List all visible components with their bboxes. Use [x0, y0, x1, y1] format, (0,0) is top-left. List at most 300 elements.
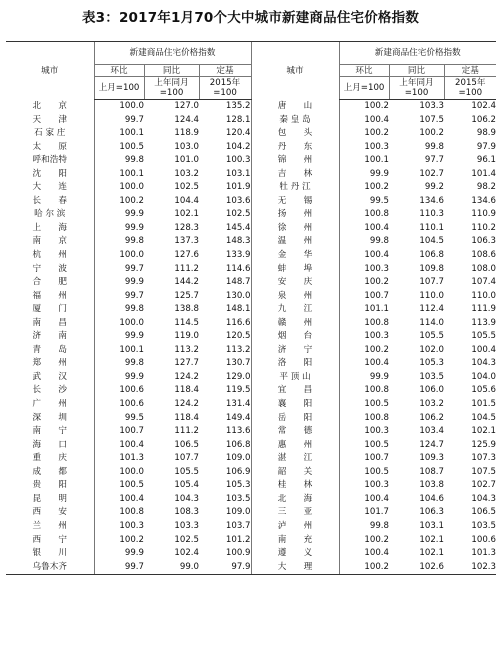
mom-value-left: 99.9	[94, 276, 144, 290]
city-name-right: 锦 州	[277, 155, 313, 166]
fixed-value-left: 109.0	[199, 506, 251, 520]
table-row	[6, 398, 496, 412]
fixed-value-right: 102.7	[471, 480, 497, 491]
table-title: 表3：2017年1月70个大中城市新建商品住宅价格指数	[81, 10, 420, 26]
yoy-value-left: 111.2	[174, 263, 199, 274]
fixed-value-left: 97.9	[199, 561, 251, 575]
fixed-value-left: 113.6	[199, 425, 251, 439]
yoy-value-left: 111.2	[174, 426, 199, 437]
mom-value-left: 100.0	[94, 100, 144, 114]
fixed-value-left: 105.3	[199, 479, 251, 493]
yoy-value-right: 99.8	[424, 141, 444, 152]
yoy-value-right: 97.7	[424, 155, 444, 166]
fixed-value-left: 100.9	[199, 547, 251, 561]
yoy-value-left: 103.2	[174, 168, 199, 179]
fixed-value-left: 133.9	[199, 249, 251, 263]
yoy-value-left: 124.4	[174, 114, 199, 125]
mom-header-right: 环比	[339, 65, 389, 77]
table-row	[6, 290, 496, 304]
fixed-value-left: 103.7	[199, 520, 251, 534]
table-row	[6, 561, 496, 575]
city-name-left: 西 安	[32, 507, 67, 518]
mom-base-left: 上月=100	[94, 77, 144, 100]
yoy-value-left: 107.7	[174, 453, 199, 464]
fixed-value-right: 97.9	[476, 141, 497, 152]
table-row	[6, 547, 496, 561]
city-header-right: 城市	[286, 65, 304, 76]
table-row	[6, 493, 496, 507]
fixed-value-left: 148.1	[199, 303, 251, 317]
mom-value-right: 100.8	[339, 412, 389, 426]
table-row	[6, 154, 496, 168]
fixed-value-right: 134.6	[471, 195, 497, 206]
yoy-header-left: 同比	[144, 65, 199, 77]
table-row	[6, 127, 496, 141]
mom-value-left: 100.2	[94, 195, 144, 209]
table-row	[6, 195, 496, 209]
mom-value-right: 100.4	[339, 547, 389, 561]
mom-value-right: 100.3	[339, 263, 389, 277]
yoy-value-left: 104.3	[174, 493, 199, 504]
mom-value-right: 100.5	[339, 466, 389, 480]
mom-value-left: 100.7	[94, 425, 144, 439]
city-name-right: 南 充	[277, 534, 313, 545]
fixed-value-left: 148.7	[199, 276, 251, 290]
city-name-right: 湛 江	[277, 453, 313, 464]
mom-value-right: 100.4	[339, 114, 389, 128]
city-name-right: 赣 州	[277, 317, 313, 328]
mom-value-left: 100.2	[94, 534, 144, 548]
fixed-value-right: 106.3	[471, 236, 497, 247]
city-name-right: 襄 阳	[277, 399, 313, 410]
yoy-value-right: 108.7	[419, 466, 444, 477]
yoy-value-left: 102.5	[174, 182, 199, 193]
yoy-value-left: 114.5	[174, 317, 199, 328]
mom-value-right: 100.2	[339, 276, 389, 290]
fixed-value-right: 105.5	[471, 331, 497, 342]
city-name-left: 厦 门	[32, 304, 67, 315]
fixed-value-right: 106.5	[471, 507, 497, 518]
mom-value-left: 99.7	[94, 114, 144, 128]
yoy-value-left: 127.0	[174, 101, 199, 111]
yoy-value-right: 106.0	[419, 385, 444, 396]
fixed-value-right: 96.1	[476, 155, 497, 166]
city-name-right: 丹 东	[277, 141, 313, 152]
mom-value-right: 100.4	[339, 249, 389, 263]
city-name-right: 桂 林	[277, 480, 313, 491]
fixed-value-right: 100.6	[471, 534, 497, 545]
city-name-right: 济 宁	[277, 344, 313, 355]
fixed-value-right: 105.6	[471, 385, 497, 396]
city-name-left: 乌鲁木齐	[6, 561, 94, 575]
mom-value-left: 99.8	[94, 154, 144, 168]
table-row	[6, 412, 496, 426]
mom-value-left: 100.0	[94, 181, 144, 195]
city-name-left: 长 春	[32, 195, 67, 206]
table-row	[6, 344, 496, 358]
fixed-value-left: 130.7	[199, 357, 251, 371]
fixed-value-left: 120.4	[199, 127, 251, 141]
city-name-right: 无 锡	[277, 195, 313, 206]
city-name-right: 唐 山	[277, 100, 313, 111]
fixed-value-right: 98.9	[476, 128, 497, 139]
yoy-value-left: 104.4	[174, 195, 199, 206]
yoy-value-right: 103.3	[419, 101, 444, 111]
yoy-value-right: 102.6	[389, 561, 444, 575]
city-name-left: 天 津	[32, 114, 67, 125]
table-row	[6, 114, 496, 128]
city-name-left: 武 汉	[32, 371, 67, 382]
yoy-base-right: 上年同月=100	[389, 77, 444, 100]
yoy-value-left: 118.9	[174, 128, 199, 139]
city-name-left: 西 宁	[32, 534, 67, 545]
yoy-value-right: 112.4	[419, 304, 444, 315]
table-row	[6, 357, 496, 371]
yoy-value-left: 124.2	[174, 371, 199, 382]
mom-value-right: 100.7	[339, 452, 389, 466]
fixed-value-right: 100.4	[471, 344, 497, 355]
yoy-value-left: 108.3	[174, 507, 199, 518]
yoy-value-left: 124.2	[174, 399, 199, 410]
fixed-value-left: 101.2	[199, 534, 251, 548]
mom-value-right: 100.3	[339, 425, 389, 439]
fixed-value-right: 101.5	[471, 399, 497, 410]
yoy-value-left: 138.8	[174, 304, 199, 315]
city-name-left: 北 京	[32, 100, 67, 111]
mom-value-right: 100.3	[339, 330, 389, 344]
fixed-value-left: 135.2	[199, 100, 251, 114]
city-name-left: 宁 波	[32, 263, 67, 274]
yoy-value-right: 105.5	[419, 331, 444, 342]
city-name-right: 牡 丹 江	[279, 182, 311, 193]
yoy-value-right: 134.6	[419, 195, 444, 206]
fixed-value-right: 107.4	[471, 277, 497, 288]
mom-value-left: 99.7	[94, 290, 144, 304]
yoy-value-right: 99.2	[424, 182, 444, 193]
city-name-right: 包 头	[277, 128, 313, 139]
mom-value-left: 100.4	[94, 493, 144, 507]
yoy-value-left: 103.0	[174, 141, 199, 152]
mom-value-right: 99.8	[339, 520, 389, 534]
yoy-value-right: 103.4	[419, 426, 444, 437]
mom-value-left: 99.9	[94, 547, 144, 561]
yoy-value-left: 102.1	[174, 209, 199, 220]
city-name-left: 石 家 庄	[34, 128, 66, 139]
yoy-value-right: 107.5	[419, 114, 444, 125]
mom-value-left: 99.9	[94, 222, 144, 236]
table-row	[6, 317, 496, 331]
mom-value-left: 100.1	[94, 127, 144, 141]
mom-value-left: 99.8	[94, 235, 144, 249]
table-row	[6, 168, 496, 182]
mom-value-right: 100.5	[339, 398, 389, 412]
mom-value-left: 99.8	[94, 303, 144, 317]
table-header	[6, 42, 496, 100]
fixed-value-right: 103.5	[471, 520, 497, 531]
fixed-value-left: 103.1	[199, 168, 251, 182]
fixed-value-right: 101.4	[471, 168, 497, 179]
table-row	[6, 371, 496, 385]
mom-value-right: 99.9	[339, 371, 389, 385]
yoy-value-right: 102.1	[419, 548, 444, 559]
fixed-value-right: 102.4	[471, 101, 497, 111]
fixed-value-left: 113.2	[199, 344, 251, 358]
city-name-left: 成 都	[32, 466, 67, 477]
city-name-left: 昆 明	[32, 493, 67, 504]
city-name-right: 烟 台	[277, 331, 313, 342]
city-name-right: 泉 州	[277, 290, 313, 301]
fixed-value-right: 102.3	[444, 561, 496, 575]
table-row	[6, 100, 496, 114]
yoy-value-right: 124.7	[419, 439, 444, 450]
city-name-right: 九 江	[277, 304, 313, 315]
mom-value-left: 100.5	[94, 479, 144, 493]
fixed-value-right: 113.9	[471, 317, 497, 328]
yoy-value-left: 105.5	[174, 466, 199, 477]
fixed-value-left: 119.5	[199, 384, 251, 398]
yoy-value-right: 102.0	[419, 344, 444, 355]
fixed-value-right: 107.3	[471, 453, 497, 464]
mom-value-left: 100.6	[94, 398, 144, 412]
mom-value-left: 100.8	[94, 506, 144, 520]
table-row	[6, 276, 496, 290]
city-name-left: 呼和浩特	[32, 155, 67, 166]
city-name-right: 北 海	[277, 493, 313, 504]
fixed-value-right: 125.9	[471, 439, 497, 450]
table-row	[6, 222, 496, 236]
city-name-left: 南 昌	[32, 317, 67, 328]
table-row	[6, 208, 496, 222]
city-name-right: 平 顶 山	[279, 371, 311, 382]
fixed-value-left: 100.3	[199, 154, 251, 168]
yoy-value-right: 110.1	[419, 222, 444, 233]
fixed-value-left: 120.5	[199, 330, 251, 344]
fixed-value-left: 106.9	[199, 466, 251, 480]
yoy-value-right: 103.8	[419, 480, 444, 491]
mom-value-right: 100.8	[339, 208, 389, 222]
yoy-value-right: 109.8	[419, 263, 444, 274]
yoy-value-left: 113.2	[174, 344, 199, 355]
fixed-header-right: 定基	[444, 65, 496, 77]
mom-value-left: 99.8	[94, 357, 144, 371]
table-row	[6, 263, 496, 277]
table-row	[6, 330, 496, 344]
city-name-right: 岳 阳	[277, 412, 313, 423]
fixed-value-left: 104.2	[199, 141, 251, 155]
city-name-left: 南 宁	[32, 426, 67, 437]
mom-value-right: 100.4	[339, 357, 389, 371]
mom-value-right: 99.8	[339, 235, 389, 249]
mom-value-right: 100.4	[339, 493, 389, 507]
table-row	[6, 520, 496, 534]
mom-value-right: 100.2	[339, 100, 389, 114]
city-name-left: 郑 州	[32, 358, 67, 369]
city-name-right: 泸 州	[277, 520, 313, 531]
yoy-value-left: 119.0	[174, 331, 199, 342]
mom-value-right: 100.3	[339, 479, 389, 493]
fixed-value-right: 104.0	[471, 371, 497, 382]
city-name-right: 宜 昌	[277, 385, 313, 396]
city-name-left: 沈 阳	[32, 168, 67, 179]
city-name-left: 贵 阳	[32, 480, 67, 491]
city-name-left: 青 岛	[32, 344, 67, 355]
mom-value-left: 101.3	[94, 452, 144, 466]
city-name-right: 扬 州	[277, 209, 313, 220]
city-name-right: 遵 义	[277, 548, 313, 559]
mom-value-right: 99.9	[339, 168, 389, 182]
yoy-base-left: 上年同月=100	[144, 77, 199, 100]
yoy-value-right: 102.7	[419, 168, 444, 179]
city-name-left: 合 肥	[32, 277, 67, 288]
city-name-right: 蚌 埠	[277, 263, 313, 274]
table-row	[6, 249, 496, 263]
yoy-value-right: 114.0	[419, 317, 444, 328]
mom-value-right: 100.2	[339, 561, 389, 575]
table-row	[6, 303, 496, 317]
yoy-value-left: 125.7	[174, 290, 199, 301]
city-name-right: 徐 州	[277, 222, 313, 233]
fixed-value-left: 145.4	[199, 222, 251, 236]
fixed-value-right: 104.3	[471, 493, 497, 504]
city-name-right: 洛 阳	[277, 358, 313, 369]
fixed-value-left: 103.6	[199, 195, 251, 209]
fixed-value-left: 129.0	[199, 371, 251, 385]
yoy-value-left: 118.4	[174, 385, 199, 396]
mom-value-left: 100.1	[94, 168, 144, 182]
fixed-value-right: 101.3	[471, 548, 497, 559]
yoy-value-right: 110.0	[419, 290, 444, 301]
fixed-value-right: 98.2	[476, 182, 497, 193]
yoy-value-right: 103.2	[419, 399, 444, 410]
fixed-value-left: 149.4	[199, 412, 251, 426]
city-name-right: 惠 州	[277, 439, 313, 450]
city-name-right: 金 华	[277, 250, 313, 261]
yoy-value-right: 104.6	[419, 493, 444, 504]
city-name-right: 安 庆	[277, 277, 313, 288]
mom-value-left: 99.9	[94, 330, 144, 344]
yoy-value-right: 106.2	[419, 412, 444, 423]
mom-value-left: 100.4	[94, 439, 144, 453]
city-name-right: 常 德	[277, 426, 313, 437]
table-row	[6, 384, 496, 398]
city-header-left: 城市	[41, 65, 59, 76]
city-name-left: 广 州	[32, 399, 67, 410]
fixed-value-left: 103.5	[199, 493, 251, 507]
city-name-left: 太 原	[32, 141, 67, 152]
table-body	[6, 100, 496, 575]
mom-value-right: 100.2	[339, 181, 389, 195]
yoy-value-left: 102.5	[174, 534, 199, 545]
city-name-left: 海 口	[32, 439, 67, 450]
mom-value-right: 100.2	[339, 344, 389, 358]
yoy-value-right: 107.7	[419, 277, 444, 288]
fixed-value-right: 102.1	[471, 426, 497, 437]
yoy-value-right: 109.3	[419, 453, 444, 464]
city-name-left: 济 南	[32, 331, 67, 342]
mom-value-right: 100.5	[339, 439, 389, 453]
table-row	[6, 181, 496, 195]
yoy-value-right: 103.5	[419, 371, 444, 382]
mom-value-right: 101.1	[339, 303, 389, 317]
yoy-value-left: 102.4	[174, 548, 199, 559]
yoy-value-left: 128.3	[174, 222, 199, 233]
yoy-value-left: 118.4	[174, 412, 199, 423]
yoy-value-right: 102.1	[419, 534, 444, 545]
mom-value-left: 99.9	[94, 208, 144, 222]
yoy-value-left: 101.0	[174, 155, 199, 166]
city-name-left: 兰 州	[32, 520, 67, 531]
index-group-header-left: 新建商品住宅价格指数	[94, 42, 251, 65]
mom-value-right: 100.4	[339, 222, 389, 236]
mom-base-right: 上月=100	[339, 77, 389, 100]
yoy-value-left: 106.5	[174, 439, 199, 450]
price-index-table	[6, 42, 496, 575]
fixed-value-right: 110.2	[471, 222, 497, 233]
fixed-header-left: 定基	[199, 65, 251, 77]
mom-header-left: 环比	[94, 65, 144, 77]
mom-value-left: 99.5	[94, 412, 144, 426]
table-row	[6, 439, 496, 453]
yoy-value-left: 144.2	[174, 277, 199, 288]
city-name-right: 秦 皇 岛	[279, 114, 311, 125]
yoy-value-right: 106.3	[419, 507, 444, 518]
fixed-value-right: 110.0	[471, 290, 497, 301]
index-group-header-right: 新建商品住宅价格指数	[339, 42, 496, 65]
yoy-value-right: 104.5	[419, 236, 444, 247]
table-row	[6, 466, 496, 480]
fixed-value-right: 107.5	[471, 466, 497, 477]
city-name-left: 福 州	[32, 290, 67, 301]
mom-value-left: 100.0	[94, 317, 144, 331]
city-name-left: 银 川	[32, 548, 67, 559]
mom-value-right: 100.8	[339, 384, 389, 398]
fixed-value-right: 108.6	[471, 250, 497, 261]
yoy-header-right: 同比	[389, 65, 444, 77]
city-name-left: 杭 州	[32, 250, 67, 261]
fixed-value-right: 104.5	[471, 412, 497, 423]
yoy-value-right: 106.8	[419, 250, 444, 261]
yoy-value-left: 103.3	[174, 520, 199, 531]
mom-value-left: 100.0	[94, 249, 144, 263]
mom-value-left: 99.7	[94, 561, 144, 575]
fixed-value-left: 128.1	[199, 114, 251, 128]
city-name-left: 重 庆	[32, 453, 67, 464]
fixed-value-left: 116.6	[199, 317, 251, 331]
fixed-base-right: 2015年=100	[444, 77, 496, 100]
fixed-value-right: 106.2	[471, 114, 497, 125]
table-row	[6, 452, 496, 466]
mom-value-right: 100.7	[339, 290, 389, 304]
city-name-left: 长 沙	[32, 385, 67, 396]
yoy-value-left: 137.3	[174, 236, 199, 247]
yoy-value-right: 100.2	[419, 128, 444, 139]
yoy-value-left: 127.7	[174, 358, 199, 369]
fixed-value-left: 114.6	[199, 263, 251, 277]
mom-value-right: 100.2	[339, 534, 389, 548]
fixed-value-left: 109.0	[199, 452, 251, 466]
fixed-value-right: 111.9	[471, 304, 497, 315]
fixed-value-right: 110.9	[471, 209, 497, 220]
yoy-value-left: 127.6	[174, 250, 199, 261]
mom-value-right: 100.2	[339, 127, 389, 141]
city-name-right: 大 理	[251, 561, 339, 575]
yoy-value-left: 105.4	[174, 480, 199, 491]
city-name-left: 深 圳	[32, 412, 67, 423]
mom-value-left: 100.5	[94, 141, 144, 155]
yoy-value-right: 110.3	[419, 209, 444, 220]
yoy-value-left: 99.0	[144, 561, 199, 575]
yoy-value-right: 105.3	[419, 358, 444, 369]
